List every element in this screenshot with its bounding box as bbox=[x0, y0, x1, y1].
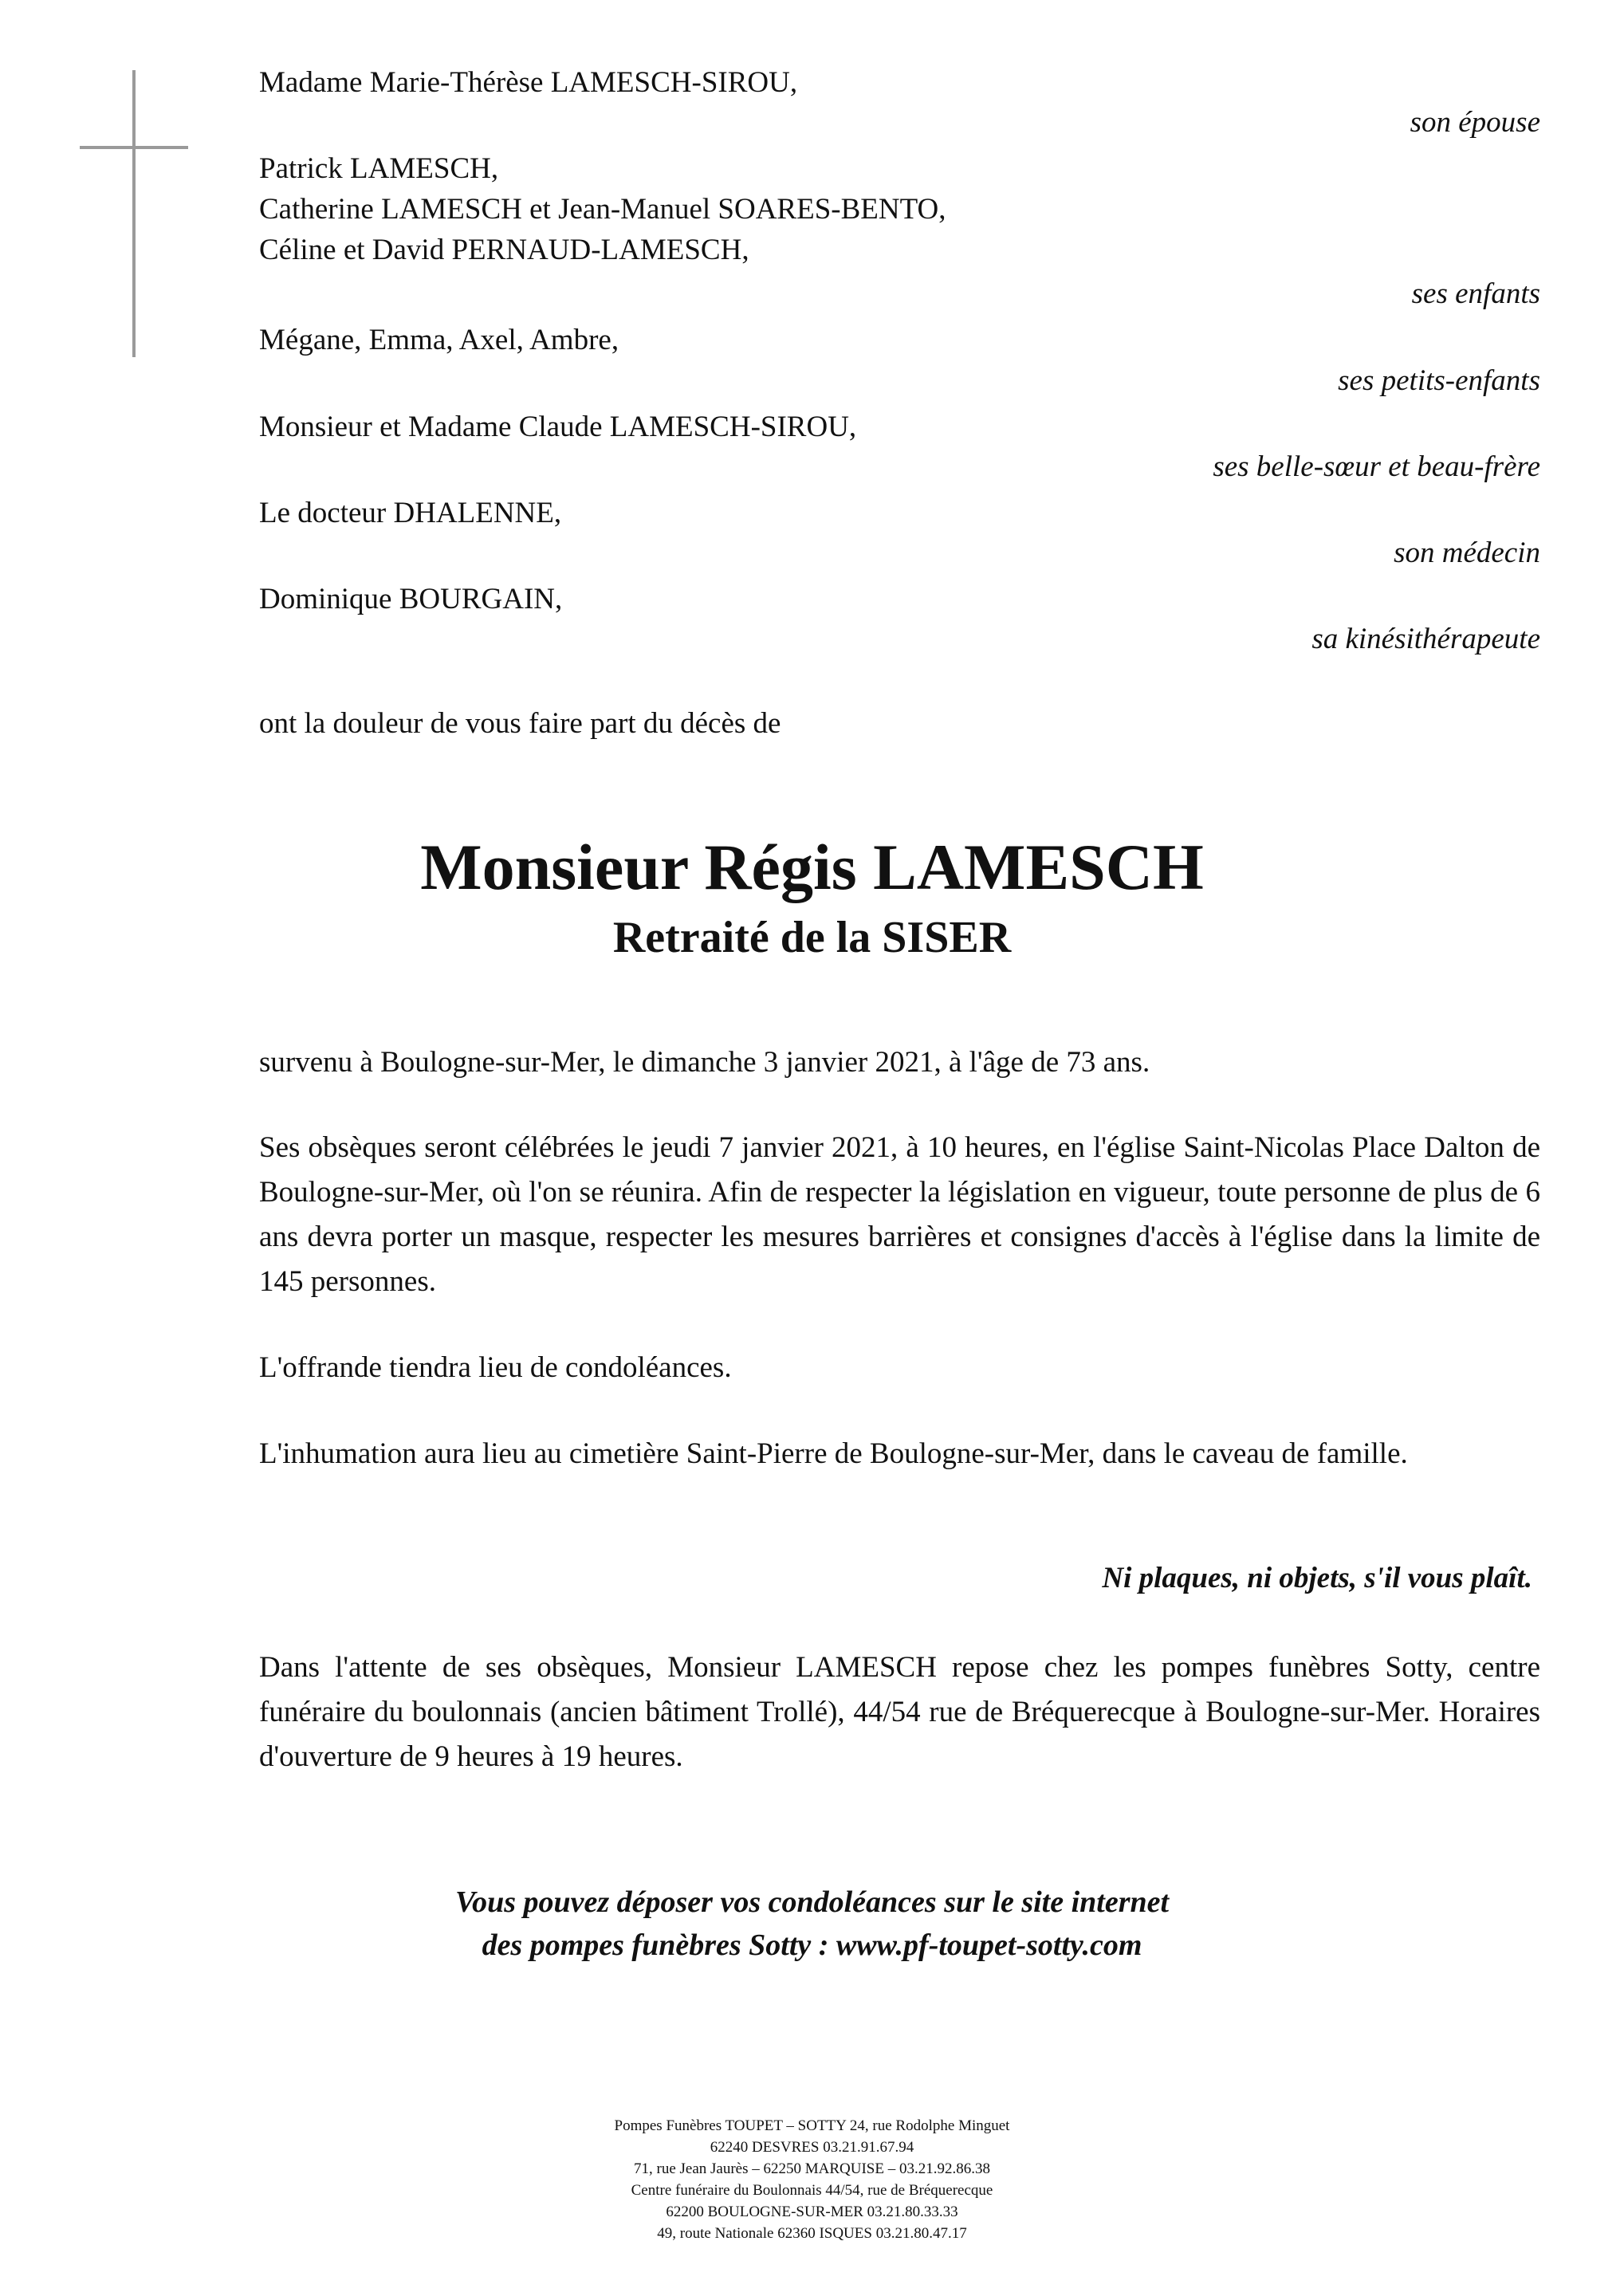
grandchildren: Mégane, Emma, Axel, Ambre, bbox=[259, 324, 619, 356]
footer-line-1: Pompes Funèbres TOUPET – SOTTY 24, rue Rodolphe Minguet bbox=[614, 2117, 1010, 2134]
footer-line-5: 62200 BOULOGNE-SUR-MER 03.21.80.33.33 bbox=[666, 2204, 958, 2220]
burial-paragraph: L'inhumation aura lieu au cimetière Saint-Pierre de Boulogne-sur-Mer, dans le caveau de famille. bbox=[259, 1437, 1408, 1470]
footer-line-2: 62240 DESVRES 03.21.91.67.94 bbox=[710, 2139, 914, 2156]
deceased-name: Monsieur Régis LAMESCH bbox=[420, 831, 1204, 903]
offering-paragraph: L'offrande tiendra lieu de condoléances. bbox=[259, 1351, 732, 1384]
in-laws-role: ses belle-sœur et beau-frère bbox=[1213, 450, 1540, 483]
wife-name: Madame Marie-Thérèse LAMESCH-SIROU, bbox=[259, 66, 798, 99]
cross-icon bbox=[132, 70, 136, 357]
no-plaques-note: Ni plaques, ni objets, s'il vous plaît. bbox=[1102, 1562, 1532, 1594]
doctor-role: son médecin bbox=[1394, 537, 1540, 569]
condolences-line-1: Vous pouvez déposer vos condoléances sur le site internet bbox=[454, 1885, 1170, 1919]
children-role: ses enfants bbox=[1411, 277, 1540, 310]
physio: Dominique BOURGAIN, bbox=[259, 583, 563, 615]
in-laws: Monsieur et Madame Claude LAMESCH-SIROU, bbox=[259, 411, 857, 443]
condolences-line-2: des pompes funèbres Sotty : www.pf-toupet-sotty.com bbox=[482, 1928, 1142, 1962]
footer-line-3: 71, rue Jean Jaurès – 62250 MARQUISE – 03.21.92.86.38 bbox=[634, 2160, 990, 2177]
footer-line-4: Centre funéraire du Boulonnais 44/54, rue de Bréquerecque bbox=[631, 2182, 993, 2199]
child-3: Céline et David PERNAUD-LAMESCH, bbox=[259, 234, 749, 266]
announcement-intro: ont la douleur de vous faire part du décès de bbox=[259, 707, 781, 740]
child-1: Patrick LAMESCH, bbox=[259, 152, 499, 185]
child-2: Catherine LAMESCH et Jean-Manuel SOARES-BENTO, bbox=[259, 193, 946, 226]
footer-line-6: 49, route Nationale 62360 ISQUES 03.21.80.47.17 bbox=[657, 2225, 967, 2242]
physio-role: sa kinésithérapeute bbox=[1311, 623, 1540, 655]
doctor: Le docteur DHALENNE, bbox=[259, 497, 562, 529]
cross-icon-bar bbox=[80, 146, 188, 149]
funeral-paragraph: Ses obsèques seront célébrées le jeudi 7 janvier 2021, à 10 heures, en l'église Saint-Nicolas Place Dalton de Boulogne-sur-Mer, où l'on se réunira. Afin de respecter la législation en vigueur, toute personne de plus de 6 ans devra porter un masque, respecter les mesures barrières et consignes d'accès à l'église dans la limite de 145 personnes. bbox=[259, 1131, 1540, 1298]
wake-paragraph: Dans l'attente de ses obsèques, Monsieur LAMESCH repose chez les pompes funèbres Sotty, centre funéraire du boulonnais (ancien bâtiment Trollé), 44/54 rue de Bréquerecque à Boulogne-sur-Mer. Horaires d'ouverture de 9 heures à 19 heures. bbox=[259, 1651, 1540, 1773]
wife-role: son épouse bbox=[1410, 106, 1540, 139]
death-paragraph: survenu à Boulogne-sur-Mer, le dimanche 3 janvier 2021, à l'âge de 73 ans. bbox=[259, 1046, 1150, 1079]
deceased-title: Retraité de la SISER bbox=[612, 913, 1012, 962]
grandchildren-role: ses petits-enfants bbox=[1338, 364, 1540, 397]
